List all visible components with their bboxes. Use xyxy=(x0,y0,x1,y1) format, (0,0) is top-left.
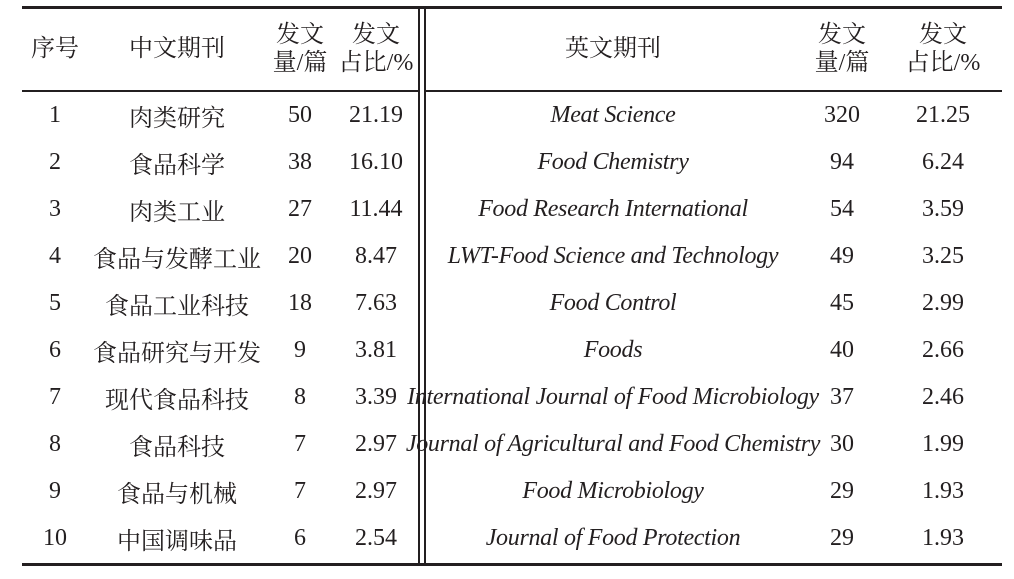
table-row xyxy=(22,280,1002,327)
table-row xyxy=(22,139,1002,186)
cell-en-count: 54 xyxy=(830,196,854,222)
table-row xyxy=(22,515,1002,562)
cell-en-pct: 2.46 xyxy=(922,384,964,410)
header-en-journal: 英文期刊 xyxy=(565,36,661,62)
cell-cn-journal: 现代食品科技 xyxy=(105,388,249,414)
table-bottom-rule xyxy=(22,563,1002,566)
table-row xyxy=(22,233,1002,280)
cell-cn-count: 27 xyxy=(288,196,312,222)
header-cn-count: 发文 量/篇 xyxy=(272,22,328,76)
cell-en-pct: 6.24 xyxy=(922,149,964,175)
cell-cn-journal: 肉类研究 xyxy=(129,106,225,132)
cell-en-count: 94 xyxy=(830,149,854,175)
cell-cn-count: 18 xyxy=(288,290,312,316)
cell-index: 2 xyxy=(49,149,61,175)
cell-cn-journal: 食品与发酵工业 xyxy=(93,247,261,273)
cell-index: 5 xyxy=(49,290,61,316)
cell-cn-count: 38 xyxy=(288,149,312,175)
table-row xyxy=(22,186,1002,233)
table-row xyxy=(22,374,1002,421)
cell-cn-count: 20 xyxy=(288,243,312,269)
cell-cn-pct: 2.97 xyxy=(355,431,397,457)
cell-en-count: 29 xyxy=(830,525,854,551)
cell-en-count: 40 xyxy=(830,337,854,363)
cell-en-journal: Meat Science xyxy=(550,102,676,128)
cell-en-journal: Food Chemistry xyxy=(537,149,689,175)
cell-cn-count: 7 xyxy=(294,431,306,457)
cell-cn-pct: 3.39 xyxy=(355,384,397,410)
cell-cn-pct: 8.47 xyxy=(355,243,397,269)
cell-en-journal: Food Microbiology xyxy=(522,478,704,504)
cell-index: 8 xyxy=(49,431,61,457)
cell-cn-count: 50 xyxy=(288,102,312,128)
cell-en-count: 49 xyxy=(830,243,854,269)
header-en-count: 发文 量/篇 xyxy=(814,22,870,76)
cell-en-pct: 1.99 xyxy=(922,431,964,457)
table-row xyxy=(22,327,1002,374)
cell-en-count: 30 xyxy=(830,431,854,457)
cell-cn-pct: 11.44 xyxy=(349,196,403,222)
table-row xyxy=(22,92,1002,139)
cell-en-journal: International Journal of Food Microbiology xyxy=(407,384,819,410)
cell-en-pct: 3.25 xyxy=(922,243,964,269)
cell-cn-pct: 3.81 xyxy=(355,337,397,363)
cell-en-pct: 1.93 xyxy=(922,478,964,504)
cell-cn-journal: 中国调味品 xyxy=(117,529,237,555)
cell-index: 3 xyxy=(49,196,61,222)
cell-cn-count: 9 xyxy=(294,337,306,363)
cell-cn-journal: 食品科学 xyxy=(129,153,225,179)
cell-en-journal: Journal of Food Protection xyxy=(485,525,741,551)
header-cn-journal: 中文期刊 xyxy=(129,36,225,62)
cell-en-journal: Food Research International xyxy=(478,196,748,222)
cell-cn-pct: 2.97 xyxy=(355,478,397,504)
cell-cn-pct: 21.19 xyxy=(349,102,403,128)
cell-index: 7 xyxy=(49,384,61,410)
cell-cn-journal: 食品研究与开发 xyxy=(93,341,261,367)
cell-en-journal: Journal of Agricultural and Food Chemistry xyxy=(405,431,821,457)
cell-en-journal: Food Control xyxy=(549,290,677,316)
cell-cn-journal: 食品与机械 xyxy=(117,482,237,508)
cell-en-count: 45 xyxy=(830,290,854,316)
cell-cn-journal: 食品工业科技 xyxy=(105,294,249,320)
cell-en-count: 320 xyxy=(824,102,860,128)
header-en-pct: 发文 占比/% xyxy=(905,22,981,76)
cell-index: 4 xyxy=(49,243,61,269)
cell-index: 6 xyxy=(49,337,61,363)
journal-table xyxy=(22,6,1002,566)
cell-en-journal: LWT-Food Science and Technology xyxy=(447,243,779,269)
cell-en-pct: 2.66 xyxy=(922,337,964,363)
cell-index: 9 xyxy=(49,478,61,504)
cell-cn-pct: 2.54 xyxy=(355,525,397,551)
cell-en-count: 37 xyxy=(830,384,854,410)
cell-index: 1 xyxy=(49,102,61,128)
cell-index: 10 xyxy=(43,525,67,551)
cell-en-pct: 1.93 xyxy=(922,525,964,551)
header-cn-pct: 发文 占比/% xyxy=(338,22,414,76)
cell-en-pct: 21.25 xyxy=(916,102,970,128)
cell-en-pct: 2.99 xyxy=(922,290,964,316)
cell-en-pct: 3.59 xyxy=(922,196,964,222)
cell-cn-count: 8 xyxy=(294,384,306,410)
cell-cn-pct: 7.63 xyxy=(355,290,397,316)
cell-cn-pct: 16.10 xyxy=(349,149,403,175)
header-index: 序号 xyxy=(31,36,79,62)
cell-cn-count: 7 xyxy=(294,478,306,504)
cell-cn-count: 6 xyxy=(294,525,306,551)
cell-cn-journal: 肉类工业 xyxy=(129,200,225,226)
cell-en-journal: Foods xyxy=(583,337,643,363)
table-row xyxy=(22,468,1002,515)
cell-en-count: 29 xyxy=(830,478,854,504)
cell-cn-journal: 食品科技 xyxy=(129,435,225,461)
table-row xyxy=(22,421,1002,468)
